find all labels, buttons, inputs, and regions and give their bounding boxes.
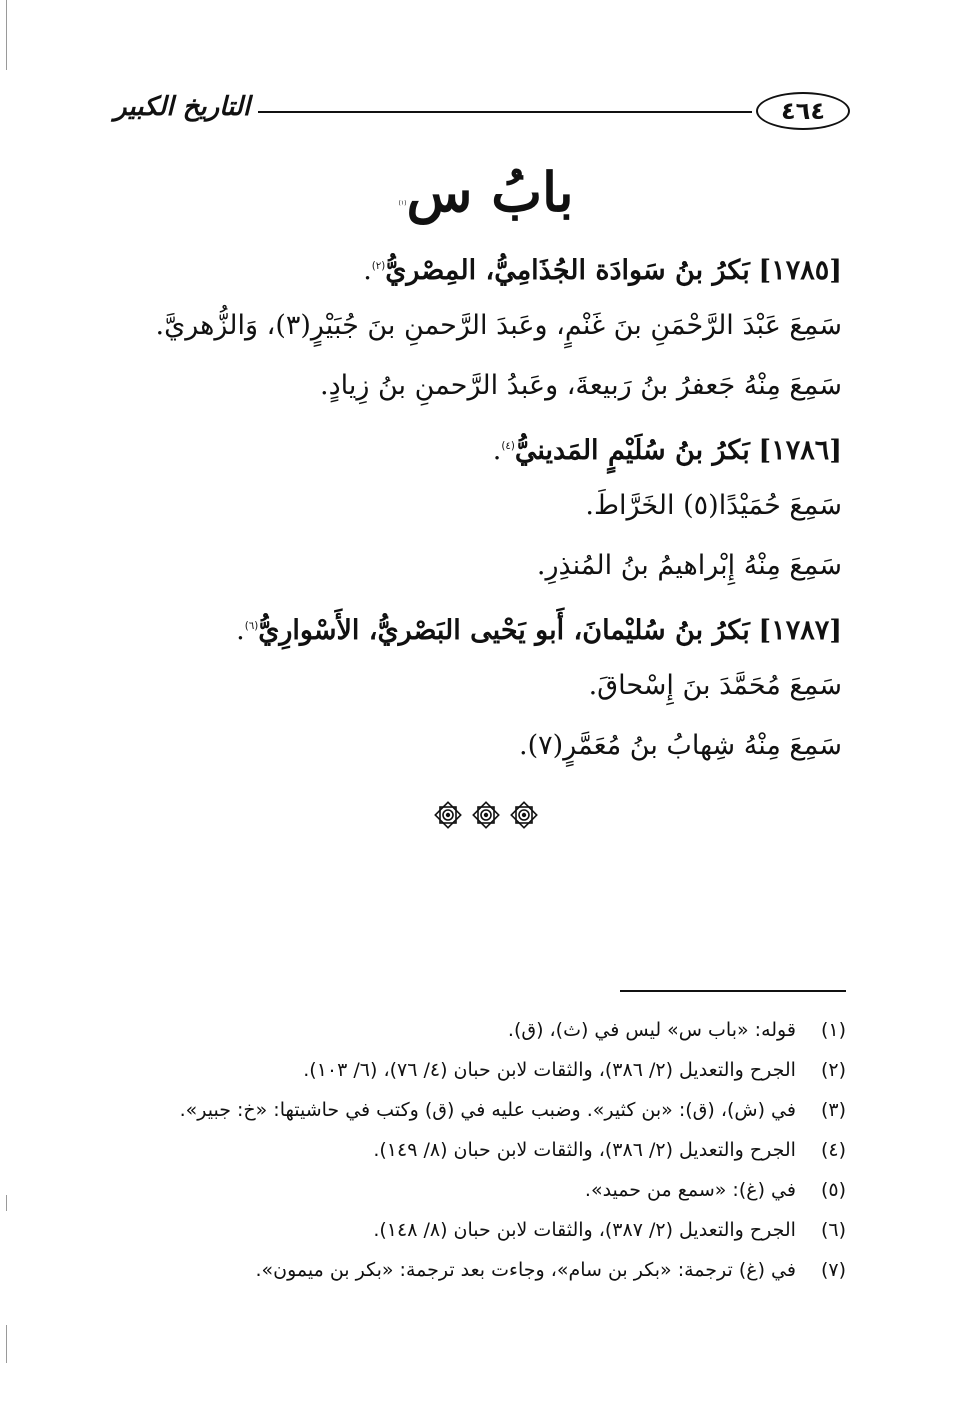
scan-edge-mark [6, 1325, 7, 1363]
narration-line: سَمِعَ مِنْهُ إِبْراهيمُ بنُ المُنذِرِ. [536, 550, 842, 581]
chapter-title: بابُ س [406, 160, 574, 224]
entry-number: [١٧٨٥] [758, 255, 842, 286]
footnote-text: في (ش)، (ق): «بن كثير». وضبب عليه في (ق) وكتب في حاشيتها: «خ: جبير». [179, 1099, 796, 1121]
footnote-text: في (غ): «سمع من حميد». [584, 1179, 796, 1201]
narration-line: سَمِعَ مِنْهُ جَعفرُ بنُ رَبيعةَ، وعَبدُ الرَّحمنِ بنُ زِيادٍ. [319, 370, 842, 401]
page-number-badge [756, 92, 850, 130]
footnote-number: (٣) [820, 1099, 846, 1121]
footnote-text: قوله: «باب س» ليس في (ث)، (ق). [507, 1019, 796, 1041]
floral-rosette-icon [433, 800, 463, 830]
footnote-number: (٥) [820, 1179, 846, 1201]
footnote [86, 1130, 846, 1170]
narration-line: سَمِعَ عَبْدَ الرَّحْمَنِ بنَ غَنْمٍ، وعَبدَ الرَّحمنِ بنَ جُبَيْرٍ(٣)، وَالزُّهريَّ. [155, 310, 842, 341]
entry-name: بَكرُ بنُ سَوادَة الجُذَامِيُّ، المِصْريُّ [385, 255, 750, 286]
floral-rosette-icon [471, 800, 501, 830]
footnote-text: الجرح والتعديل (٢/ ٣٨٦)، والثقات لابن حبان (٨/ ١٤٩). [373, 1139, 796, 1161]
footnote-number: (٦) [820, 1219, 846, 1241]
footnote-ref: (٤) [501, 440, 515, 452]
footnote [86, 1250, 846, 1290]
entry-number: [١٧٨٦] [758, 435, 842, 466]
main-text [122, 236, 842, 776]
chapter-footnote-ref: (١) [398, 199, 407, 207]
entry-name: بَكرُ بنُ سُليْمانَ، أَبو يَحْيى البَصْريُّ، الأَسْوارِيُّ [258, 615, 750, 646]
footnote-number: (١) [820, 1019, 846, 1041]
footnote-number: (٧) [820, 1259, 846, 1281]
entry-heading: [١٧٨٧] بَكرُ بنُ سُليْمانَ، أَبو يَحْيى البَصْريُّ، الأَسْوارِيُّ$^{(٦)}$. [236, 615, 842, 646]
running-header [110, 86, 850, 136]
entry-number: [١٧٨٧] [758, 615, 842, 646]
book-title: التاريخ الكبير [114, 92, 251, 122]
entry-name: بَكرُ بنُ سُلَيْمٍ المَدينيُّ [514, 435, 750, 466]
footnote-text: الجرح والتعديل (٢/ ٣٨٦)، والثقات لابن حبان (٤/ ٧٦)، (٦/ ١٠٣). [303, 1059, 796, 1081]
chapter-heading [0, 150, 972, 234]
footnote [86, 1090, 846, 1130]
footnote [86, 1170, 846, 1210]
footnote-separator [620, 990, 846, 992]
footnote [86, 1210, 846, 1250]
footnote-text: في (غ) ترجمة: «بكر بن سام»، وجاءت بعد ترجمة: «بكر بن ميمون». [255, 1259, 796, 1281]
scan-edge-mark [6, 1195, 7, 1211]
page-number: ٤٦٤ [781, 97, 825, 125]
footnote-ref: (٢) [371, 260, 386, 272]
entry-heading: [١٧٨٦] بَكرُ بنُ سُلَيْمٍ المَدينيُّ$^{(٤)}$. [492, 435, 842, 466]
narration-line: سَمِعَ حُمَيْدًا(٥) الخَرَّاطَ. [585, 490, 842, 521]
footnote [86, 1010, 846, 1050]
narration-line: سَمِعَ مِنْهُ شِهابُ بنُ مُعَمَّرٍ(٧). [519, 730, 842, 761]
footnote [86, 1050, 846, 1090]
ornament-group [0, 800, 972, 830]
footnotes [86, 1010, 846, 1290]
footnote-text: الجرح والتعديل (٢/ ٣٨٧)، والثقات لابن حبان (٨/ ١٤٨). [373, 1219, 796, 1241]
header-rule [258, 111, 752, 113]
footnote-number: (٤) [820, 1139, 846, 1161]
footnote-ref: (٦) [244, 620, 259, 632]
floral-rosette-icon [509, 800, 539, 830]
narration-line: سَمِعَ مُحَمَّدَ بنَ إِسْحاقَ. [588, 670, 842, 701]
entry-heading: [١٧٨٥] بَكرُ بنُ سَوادَة الجُذَامِيُّ، المِصْريُّ$^{(٢)}$. [363, 255, 842, 286]
footnote-number: (٢) [820, 1059, 846, 1081]
scan-edge-mark [6, 0, 7, 70]
